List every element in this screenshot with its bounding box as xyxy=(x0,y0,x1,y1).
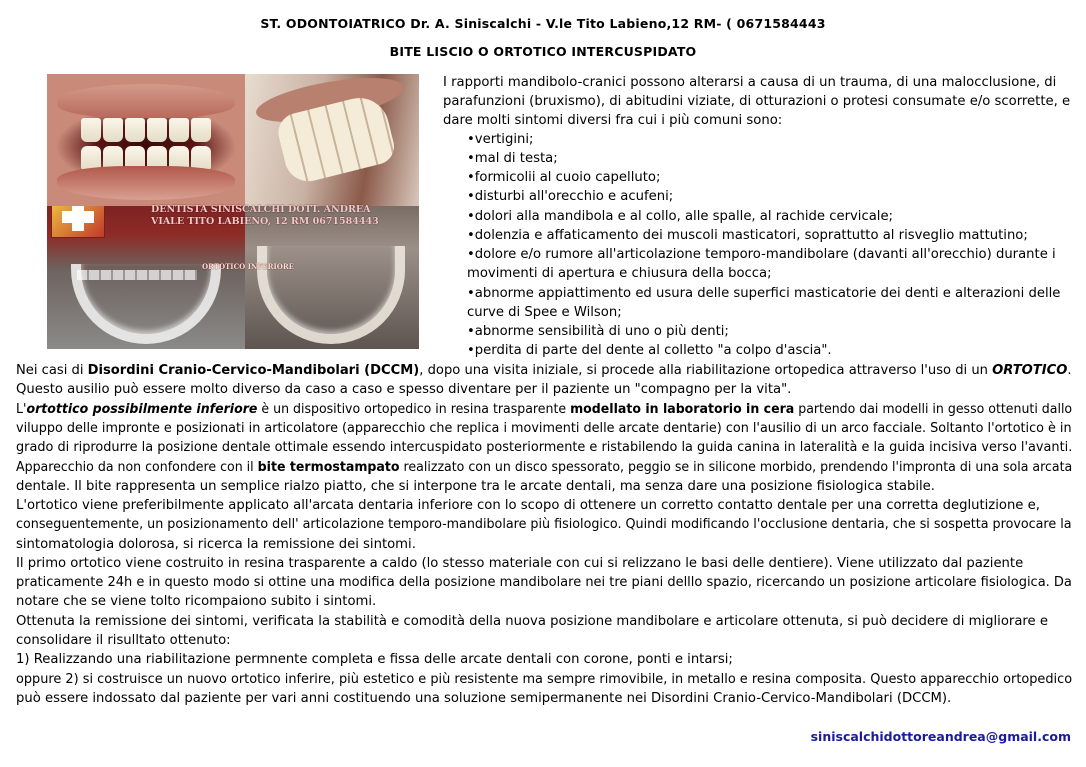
para6-line-4: oppure 2) si costruisce un nuovo ortotico inferire, più estetico e più resistente ma sempre rimovibile, in metallo e resina composita. Questo apparecchio ortopedico xyxy=(16,672,1073,687)
photo-splint-detail xyxy=(245,206,419,349)
document-title: BITE LISCIO O ORTOTICO INTERCUSPIDATO xyxy=(389,44,697,59)
intro-line-2: parafunzioni (bruxismo), di abitudini viziate, di otturazioni o protesi consumate e/o scorrette, e xyxy=(443,94,1071,109)
list-item: •perdita di parte del dente al colletto "a colpo d'ascia". xyxy=(467,343,832,358)
para4-line-3: sintomatologia dolorosa, si ricerca la remissione dei sintomi. xyxy=(16,537,416,552)
para6-line-2: consolidare il risulltato ottenuto: xyxy=(16,633,231,648)
splint-label: ORTOTICO INFERIORE xyxy=(202,262,295,271)
list-item: movimenti di apertura e chiusura della bocca; xyxy=(467,266,772,281)
list-item: •abnorme sensibilità di uno o più denti; xyxy=(467,324,729,339)
photo-front-teeth xyxy=(47,74,245,206)
para4-line-2: conseguentemente, un posizionamento dell' articolazione temporo-mandibolare più fisiologico. Quindi modificando l'occlusione dentaria, che si sospetta provocare la xyxy=(16,517,1072,532)
clinic-logo-icon xyxy=(51,206,105,238)
intro-line-1: I rapporti mandibolo-cranici possono alterarsi a causa di un trauma, di una malocclusione, di xyxy=(443,75,1057,90)
para3-line-1: Apparecchio da non confondere con il bite termostampato realizzato con un disco spessorato, peggio se in silicone morbido, prendendo l'impronta di una sola arcata xyxy=(16,460,1073,475)
para2-line-2: viluppo delle impronte e posizionati in articolatore (apparecchio che replica i movimenti delle arcate dentarie) con l'ausilio di un arco facciale. Soltanto l'ortotico è in xyxy=(16,421,1072,436)
para6-line-3: 1) Realizzando una riabilitazione permnente completa e fissa delle arcate dentali con corone, ponti e intarsi; xyxy=(16,652,733,667)
list-item: •dolore e/o rumore all'articolazione temporo-mandibolare (davanti all'orecchio) durante i xyxy=(467,247,1056,262)
photo-caption-line-2: VIALE TITO LABIENO, 12 RM 0671584443 xyxy=(151,216,379,227)
para5-line-3: notare che se viene tolto ricompaiono subito i sintomi. xyxy=(16,594,377,609)
para6-line-5: può essere indossato dal paziente per vari anni costituendo una soluzione semipermanente nei Disordini Cranio-Cervico-Mandibolari (DCCM). xyxy=(16,691,952,706)
header-line-1: ST. ODONTOIATRICO Dr. A. Siniscalchi - V.le Tito Labieno,12 RM- ( 0671584443 xyxy=(260,16,826,31)
photo-caption-line-1: DENTISTA SINISCALCHI DOTT. ANDREA xyxy=(151,204,371,215)
photo-splint-model xyxy=(47,206,245,349)
para1-line-2: Questo ausilio può essere molto diverso da caso a caso e spesso diventare per il paziente un "compagno per la vita". xyxy=(16,382,792,397)
para3-line-2: dentale. Il bite rappresenta un semplice rialzo piatto, che si interpone tra le arcate dentali, ma senza dare una posizione fisiologica stabile. xyxy=(16,479,935,494)
para5-line-1: Il primo ortotico viene costruito in resina trasparente a caldo (lo stesso materiale con cui si relizzano le basi delle dentiere). Viene utilizzato dal paziente xyxy=(16,556,1024,571)
list-item: •dolori alla mandibola e al collo, alle spalle, al rachide cervicale; xyxy=(467,209,894,224)
para5-line-2: praticamente 24h e in questo modo si ottine una modifica della posizione mandibolare nei tre piani delllo spazio, ricercando un posizione articolare fisiologica. Da xyxy=(16,575,1072,590)
para4-line-1: L'ortotico viene preferibilmente applicato all'arcata dentaria inferiore con lo scopo di ottenere un corretto contatto dentale per una corretta deglutizione e, xyxy=(16,498,1040,513)
contact-email-link[interactable]: siniscalchidottoreandrea@gmail.com xyxy=(810,729,1071,744)
list-item: •abnorme appiattimento ed usura delle superfici masticatorie dei denti e alterazioni delle xyxy=(467,286,1061,301)
list-item: •disturbi all'orecchio e acufeni; xyxy=(467,189,674,204)
intro-line-3: dare molti sintomi diversi fra cui i più comuni sono: xyxy=(443,113,783,128)
list-item: •mal di testa; xyxy=(467,151,558,166)
list-item: •dolenzia e affaticamento dei muscoli masticatori, soprattutto al risveglio mattutino; xyxy=(467,228,1028,243)
para2-line-3: grado di riprodurre la posizione dentale ottimale essendo intercuspidato posteriormente e ristabilendo la guida canina in lateralità e la guida incisiva verso l'avanti. xyxy=(16,440,1073,455)
para2-line-1: L'ortottico possibilmente inferiore è un dispositivo ortopedico in resina trasparente modellato in laboratorio in cera partendo dai modelli in gesso ottenuti dallo xyxy=(16,402,1073,417)
list-item: •formicolii al cuoio capelluto; xyxy=(467,170,661,185)
list-item: •vertigini; xyxy=(467,132,534,147)
list-item: curve di Spee e Wilson; xyxy=(467,305,622,320)
photo-side-teeth xyxy=(245,74,419,206)
para1-line-1: Nei casi di Disordini Cranio-Cervico-Mandibolari (DCCM), dopo una visita iniziale, si procede alla riabilitazione ortopedica attraverso l'uso di un ORTOTICO. xyxy=(16,363,1072,378)
para6-line-1: Ottenuta la remissione dei sintomi, verificata la stabilità e comodità della nuova posizione mandibolare e articolare ottenuta, si può decidere di migliorare e xyxy=(16,614,1048,629)
